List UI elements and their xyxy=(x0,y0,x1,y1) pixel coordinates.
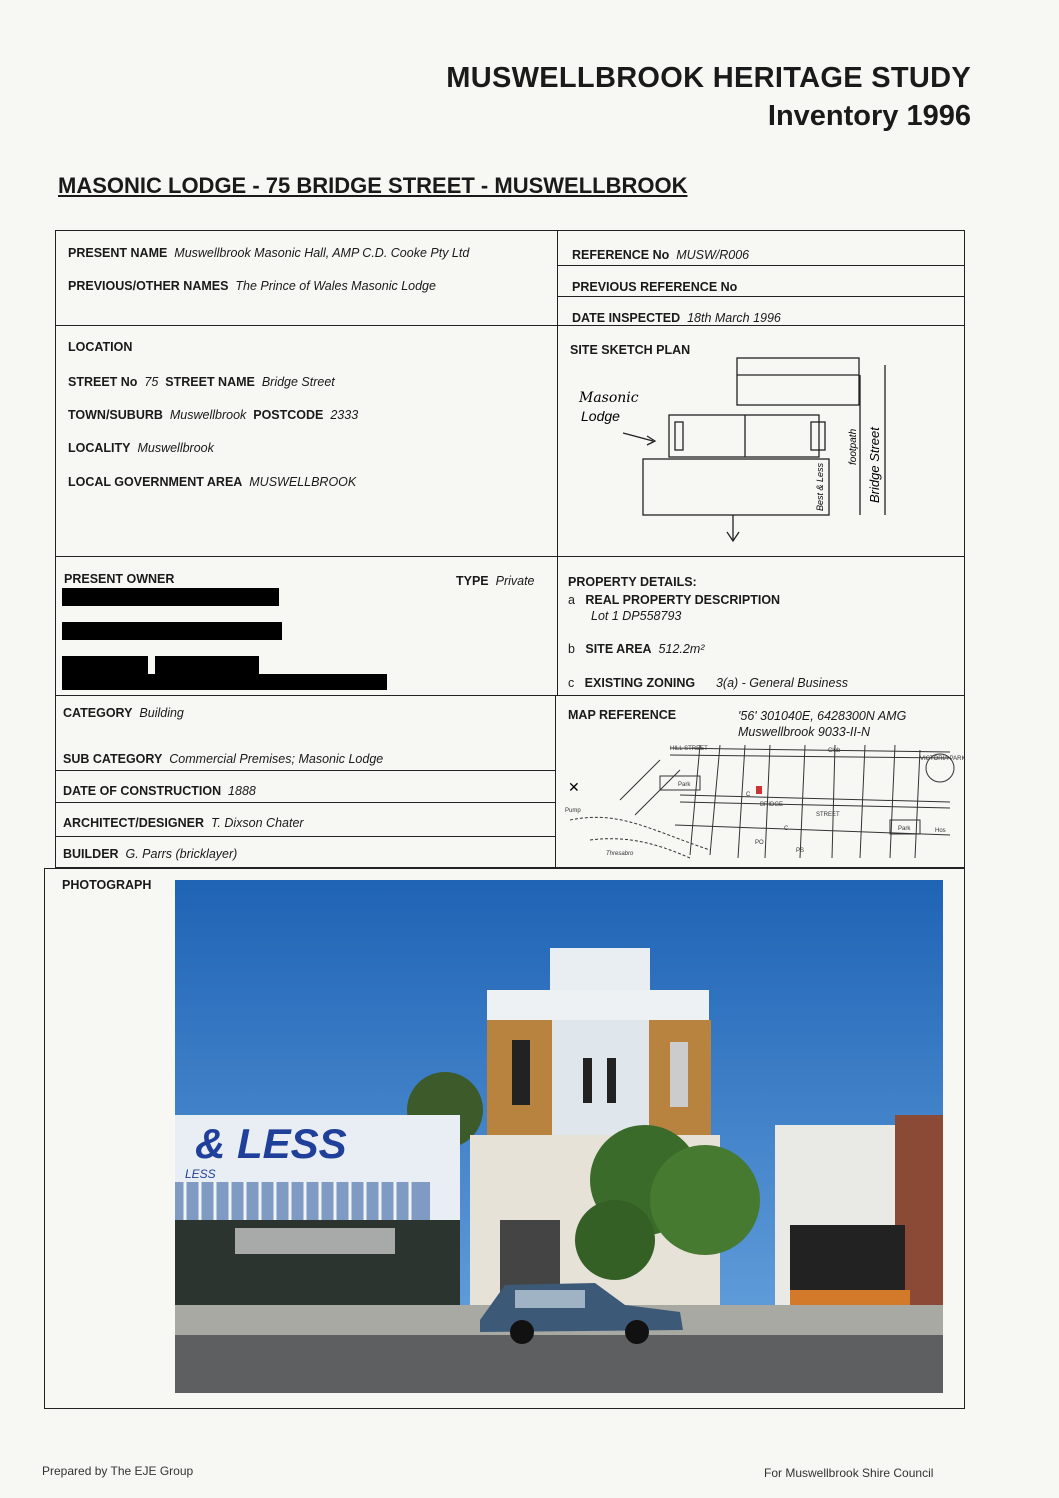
architect-field: ARCHITECT/DESIGNER T. Dixson Chater xyxy=(63,816,304,830)
builder-field: BUILDER G. Parrs (bricklayer) xyxy=(63,847,238,861)
location-map xyxy=(560,740,966,860)
row-divider xyxy=(55,836,555,837)
map-label-pump: Pump xyxy=(565,808,581,814)
photo-sign-main: & LESS xyxy=(195,1120,347,1167)
map-label-park2: Park xyxy=(898,826,911,832)
building-photograph xyxy=(175,880,943,1393)
location-heading: LOCATION xyxy=(68,340,133,354)
present-name-field: PRESENT NAME Muswellbrook Masonic Hall, AMP C.D. Cooke Pty Ltd xyxy=(68,246,470,260)
previous-names-value: The Prince of Wales Masonic Lodge xyxy=(235,279,436,293)
sketch-neighbour-building xyxy=(643,459,829,515)
map-label-park: Park xyxy=(678,782,691,788)
column-divider xyxy=(557,230,558,695)
footer-prepared-for: For Muswellbrook Shire Council xyxy=(764,1466,934,1480)
page-title: MASONIC LODGE - 75 BRIDGE STREET - MUSWELLBROOK xyxy=(58,173,688,198)
property-details-heading: PROPERTY DETAILS: xyxy=(568,575,697,589)
row-divider xyxy=(55,802,555,803)
sketch-building-rear xyxy=(737,358,859,405)
lga-field: LOCAL GOVERNMENT AREA MUSWELLBROOK xyxy=(68,475,357,489)
date-inspected-field: DATE INSPECTED 18th March 1996 xyxy=(572,311,781,325)
present-name-value: Muswellbrook Masonic Hall, AMP C.D. Cooke Pty Ltd xyxy=(174,246,470,260)
map-label-c1: C xyxy=(746,792,751,798)
row-divider xyxy=(55,770,555,771)
date-of-construction-field: DATE OF CONSTRUCTION 1888 xyxy=(63,784,256,798)
previous-reference-field: PREVIOUS REFERENCE No xyxy=(572,280,738,294)
present-owner-heading: PRESENT OWNER xyxy=(64,572,175,586)
street-field: STREET No 75 STREET NAME Bridge Street xyxy=(68,375,335,389)
map-label-victoria-park: VICTORIA PARK xyxy=(920,756,966,762)
map-cross-marker: ✕ xyxy=(568,779,580,795)
sketch-neighbour-label: Best & Less xyxy=(815,462,825,511)
row-divider xyxy=(557,265,965,266)
study-title: MUSWELLBROOK HERITAGE STUDY xyxy=(446,62,971,94)
map-label-bridge: BRIDGE xyxy=(760,802,784,808)
photo-road xyxy=(175,1335,943,1393)
photo-awning xyxy=(175,1182,430,1220)
map-label-hos: Hos xyxy=(935,828,946,834)
real-property-field: a REAL PROPERTY DESCRIPTION xyxy=(568,593,781,607)
photo-window xyxy=(512,1040,530,1105)
reference-field: REFERENCE No MUSW/R006 xyxy=(572,248,750,262)
map-label-club: Club xyxy=(828,748,841,754)
zoning-field: c EXISTING ZONING 3(a) - General Business xyxy=(568,676,848,690)
map-label-thresabro: Thresabro xyxy=(606,851,634,857)
map-reference-heading: MAP REFERENCE xyxy=(568,708,677,722)
map-label-hill-street: HILL STREET xyxy=(670,746,708,752)
map-coordinates: '56' 301040E, 6428300N AMG xyxy=(738,709,907,723)
row-divider xyxy=(55,325,965,326)
redaction-bar xyxy=(62,622,282,640)
sketch-footpath-label: footpath xyxy=(848,428,859,465)
map-sheet: Muswellbrook 9033-II-N xyxy=(738,725,870,739)
category-field: CATEGORY Building xyxy=(63,706,184,720)
site-sketch-plan xyxy=(565,355,955,555)
study-subtitle: Inventory 1996 xyxy=(767,100,971,132)
sketch-street-label: Bridge Street xyxy=(867,427,882,503)
real-property-value: Lot 1 DP558793 xyxy=(591,609,682,623)
town-field: TOWN/SUBURB Muswellbrook POSTCODE 2333 xyxy=(68,408,359,422)
map-label-c2: C xyxy=(784,826,789,832)
footer-prepared-by: Prepared by The EJE Group xyxy=(42,1464,194,1478)
sketch-lodge-label-1: Masonic xyxy=(579,390,639,406)
photo-window xyxy=(670,1042,688,1107)
sketch-lodge-label-2: Lodge xyxy=(581,408,620,424)
site-area-field: b SITE AREA 512.2m² xyxy=(568,642,705,656)
reference-value: MUSW/R006 xyxy=(676,248,750,262)
row-divider xyxy=(55,556,965,557)
site-sketch-heading: SITE SKETCH PLAN xyxy=(570,343,691,357)
locality-field: LOCALITY Muswellbrook xyxy=(68,441,214,455)
redaction-bar xyxy=(155,656,259,674)
column-divider-lower xyxy=(555,695,556,868)
row-divider xyxy=(557,296,965,297)
previous-names-field: PREVIOUS/OTHER NAMES The Prince of Wales Masonic Lodge xyxy=(68,279,436,293)
redaction-bar xyxy=(62,674,387,690)
redaction-bar xyxy=(62,588,279,606)
owner-type-field: TYPE Private xyxy=(456,574,535,588)
date-inspected-value: 18th March 1996 xyxy=(687,311,781,325)
map-label-ps: PS xyxy=(796,848,805,854)
sub-category-field: SUB CATEGORY Commercial Premises; Masonic Lodge xyxy=(63,752,384,766)
redaction-bar xyxy=(62,656,148,674)
photograph-heading: PHOTOGRAPH xyxy=(62,878,152,892)
row-divider xyxy=(55,695,965,696)
map-label-po: PO xyxy=(755,840,764,846)
photo-sign-small: LESS xyxy=(185,1167,216,1181)
map-site-marker xyxy=(756,786,762,794)
map-label-street: STREET xyxy=(816,812,840,818)
sketch-masonic-lodge xyxy=(669,415,819,457)
